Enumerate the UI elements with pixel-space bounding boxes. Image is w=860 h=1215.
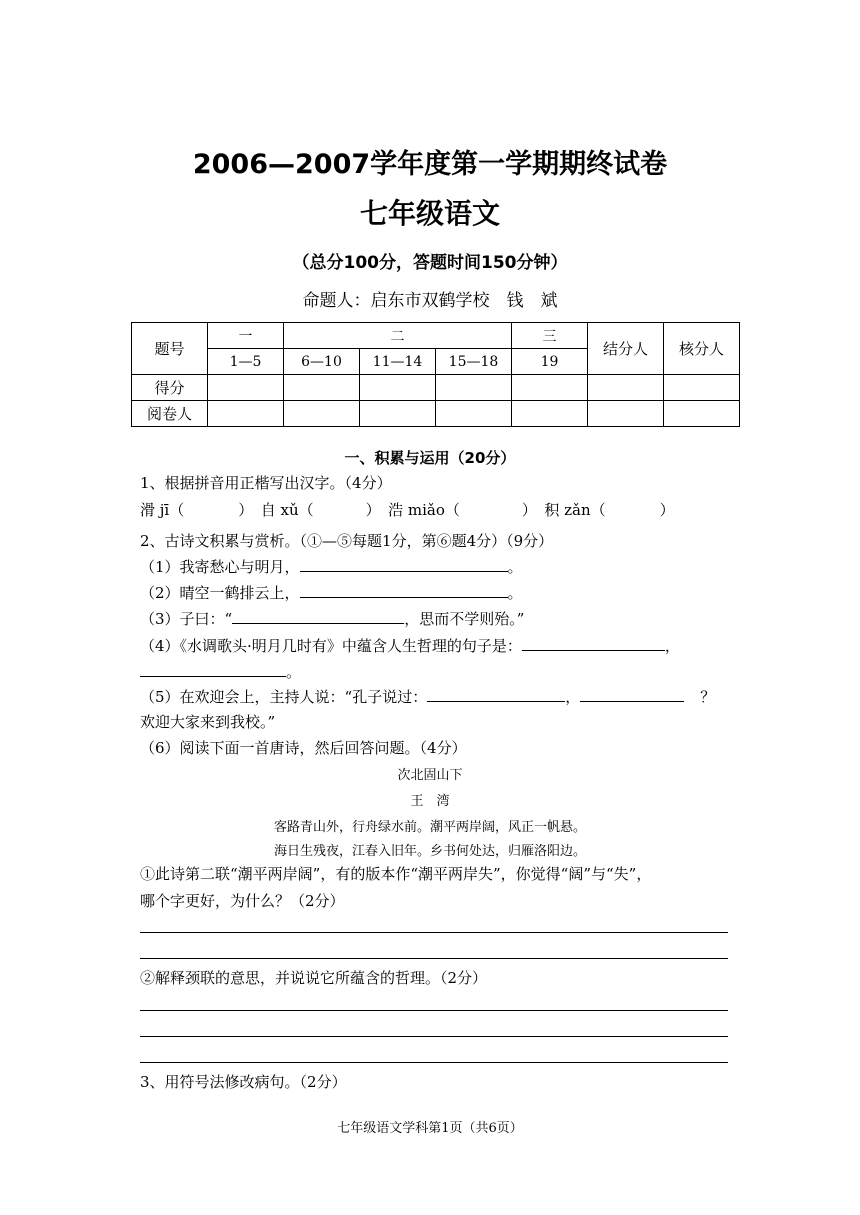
exam-subtitle: 七年级语文 [359, 197, 500, 230]
q1-item-2: ） 自 xǔ（ [238, 501, 314, 519]
q2-s3-end: ，思而不学则殆。” [404, 610, 525, 628]
score-input-cell[interactable] [284, 375, 360, 401]
q2-s5-text: （5）在欢迎会上，主持人说：“孔子说过： [140, 688, 428, 706]
answer-line[interactable] [140, 932, 728, 933]
exam-info: （总分100分，答题时间150分钟） [292, 253, 568, 273]
q1-item-5: ） [659, 501, 675, 519]
score-input-cell[interactable] [588, 375, 664, 401]
q1-item-3: ） 浩 miǎo（ [365, 501, 460, 519]
score-input-cell[interactable] [360, 375, 436, 401]
poem-line-1: 客路青山外，行舟绿水前。潮平两岸阔，风正一帆悬。 [273, 820, 586, 835]
answer-line[interactable] [140, 958, 728, 959]
range-cell: 19 [512, 349, 588, 375]
q1-text: 1、根据拼音用正楷写出汉字。（4分） [140, 474, 392, 492]
answer-blank[interactable] [300, 582, 508, 598]
answer-blank[interactable] [232, 608, 404, 624]
period: 。 [286, 663, 302, 681]
q3-text: 3、用符号法修改病句。（2分） [140, 1073, 347, 1091]
grader-input-cell[interactable] [284, 401, 360, 427]
q2-s3 [140, 608, 524, 629]
score-input-cell[interactable] [208, 375, 284, 401]
q2-s4 [140, 635, 680, 656]
period: 。 [507, 558, 523, 576]
answer-line[interactable] [140, 1010, 728, 1011]
range-cell: 1—5 [208, 349, 284, 375]
q2-text: 2、古诗文积累与赏析。（①—⑤每题1分，第⑥题4分）（9分） [140, 532, 554, 550]
comma: ， [565, 688, 581, 706]
section-heading: 一、积累与运用（20分） [344, 449, 516, 467]
grader-input-cell[interactable] [436, 401, 512, 427]
poem-q1-line2: 哪个字更好，为什么？（2分） [140, 892, 345, 910]
hefen-cell: 核分人 [664, 323, 740, 375]
range-cell: 11—14 [360, 349, 436, 375]
exam-title: 2006—2007学年度第一学期期终试卷 [192, 149, 668, 180]
answer-line[interactable] [140, 1036, 728, 1037]
q2-s3-text: （3）子曰：“ [140, 610, 233, 628]
section-1-cell: 一 [208, 323, 284, 349]
answer-blank[interactable] [140, 661, 286, 677]
grader-input-cell[interactable] [360, 401, 436, 427]
comma: ， [664, 637, 680, 655]
score-input-cell[interactable] [436, 375, 512, 401]
q2-s6: （6）阅读下面一首唐诗，然后回答问题。（4分） [140, 739, 467, 757]
score-table [131, 322, 740, 427]
q2-s1-text: （1）我寄愁心与明月， [140, 558, 300, 576]
q1-items [140, 499, 675, 520]
grader-input-cell[interactable] [664, 401, 740, 427]
answer-blank[interactable] [300, 556, 508, 572]
q2-s5-cont: 欢迎大家来到我校。” [140, 713, 276, 731]
period: 。 [507, 584, 523, 602]
range-cell: 15—18 [436, 349, 512, 375]
grader-input-cell[interactable] [512, 401, 588, 427]
exam-author: 命题人：启东市双鹤学校 钱 斌 [302, 291, 558, 311]
q2-s4-cont [140, 661, 301, 682]
q2-s2 [140, 582, 523, 603]
q1-item-1: 滑 jī（ [140, 501, 185, 519]
poem-line-2: 海日生残夜，江春入旧年。乡书何处达，归雁洛阳边。 [273, 844, 586, 859]
q2-s2-text: （2）晴空一鹤排云上， [140, 584, 300, 602]
tihao-cell: 题号 [132, 323, 208, 375]
q2-s4-text: （4）《水调歌头·明月几时有》中蕴含人生哲理的句子是： [140, 637, 522, 655]
jiefen-cell: 结分人 [588, 323, 664, 375]
q2-s5 [140, 686, 715, 707]
answer-blank[interactable] [580, 686, 684, 702]
defen-cell: 得分 [132, 375, 208, 401]
poem-q2: ②解释颈联的意思，并说说它所蕴含的哲理。（2分） [140, 969, 488, 987]
poem-title: 次北固山下 [397, 768, 463, 783]
page-footer: 七年级语文学科第1页（共6页） [337, 1121, 523, 1136]
section-3-cell: 三 [512, 323, 588, 349]
grader-input-cell[interactable] [588, 401, 664, 427]
poem-author: 王 湾 [410, 794, 450, 809]
yuejuan-cell: 阅卷人 [132, 401, 208, 427]
score-input-cell[interactable] [512, 375, 588, 401]
answer-line[interactable] [140, 1062, 728, 1063]
answer-blank[interactable] [427, 686, 565, 702]
grader-input-cell[interactable] [208, 401, 284, 427]
section-2-cell: 二 [284, 323, 512, 349]
q1-item-4: ） 积 zǎn（ [521, 501, 606, 519]
score-input-cell[interactable] [664, 375, 740, 401]
answer-blank[interactable] [522, 635, 665, 651]
question-mark: ？ [700, 688, 716, 706]
range-cell: 6—10 [284, 349, 360, 375]
poem-q1-line1: ①此诗第二联“潮平两岸阔”，有的版本作“潮平两岸失”，你觉得“阔”与“失”， [140, 865, 652, 883]
q2-s1 [140, 556, 523, 577]
